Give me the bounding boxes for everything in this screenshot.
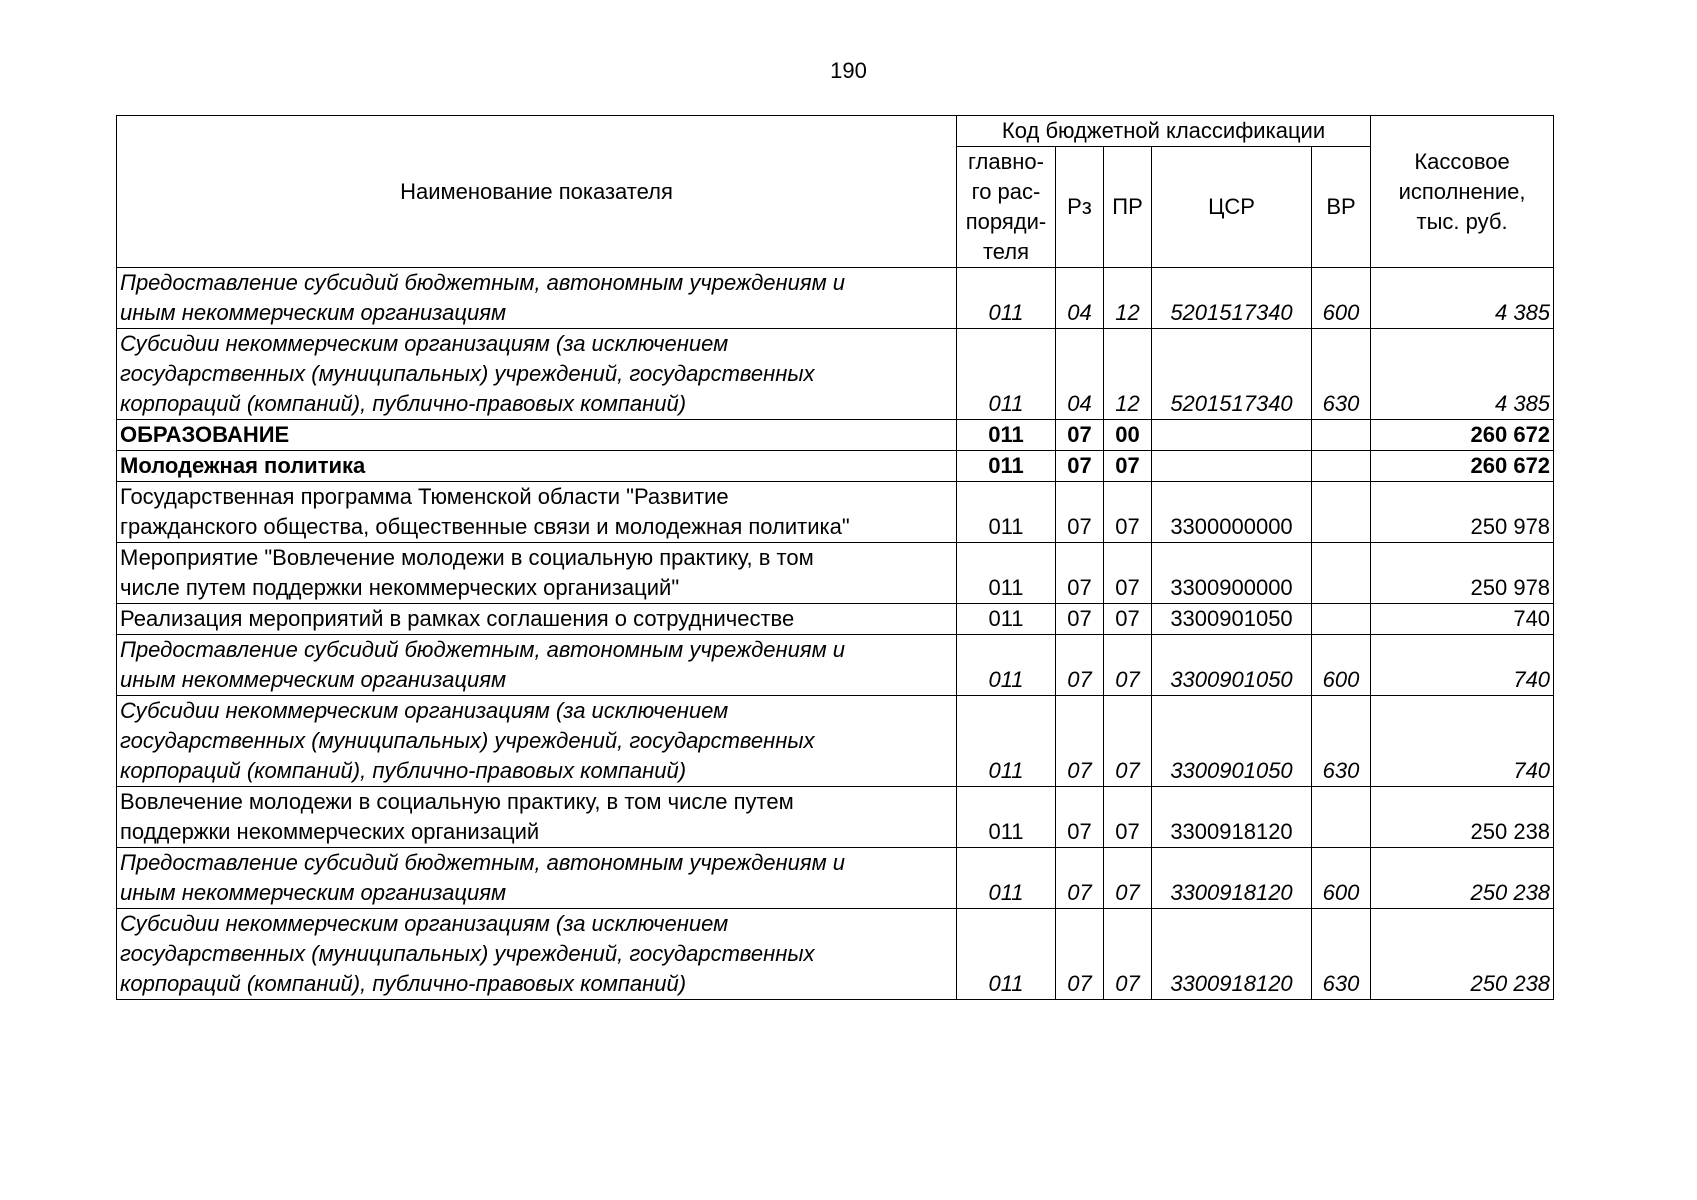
- row-vr: [1312, 543, 1371, 604]
- row-name: [117, 420, 957, 451]
- header-admin-line: поряди-: [965, 209, 1047, 234]
- row-name-line: Субсидии некоммерческим организациям (за исключением: [120, 911, 729, 936]
- row-name-line: корпораций (компаний), публично-правовых компаний): [120, 391, 687, 416]
- row-name-line: Субсидии некоммерческим организациям (за исключением: [120, 331, 729, 356]
- row-rz: 04: [1056, 268, 1104, 329]
- row-name: [117, 451, 957, 482]
- row-pr: 07: [1104, 909, 1152, 1000]
- row-name-line: Реализация мероприятий в рамках соглашения о сотрудничестве: [120, 606, 795, 631]
- budget-table: [116, 115, 1554, 1000]
- table-row: [117, 329, 1554, 420]
- row-csr: [1152, 451, 1312, 482]
- row-vr: 600: [1312, 268, 1371, 329]
- header-amount-line: тыс. руб.: [1416, 208, 1508, 234]
- table-row: [117, 482, 1554, 543]
- table-row: [117, 268, 1554, 329]
- row-csr: 3300918120: [1152, 848, 1312, 909]
- header-admin-line: го рас-: [971, 179, 1041, 204]
- row-admin: 011: [957, 329, 1056, 420]
- row-name-line: государственных (муниципальных) учреждений, государственных: [120, 728, 815, 753]
- row-name-line: корпораций (компаний), публично-правовых компаний): [120, 758, 687, 783]
- row-pr: 07: [1104, 482, 1152, 543]
- row-vr: 600: [1312, 635, 1371, 696]
- row-amount: 250 978: [1371, 543, 1554, 604]
- row-admin: 011: [957, 635, 1056, 696]
- row-name: [117, 268, 957, 329]
- row-vr: [1312, 420, 1371, 451]
- header-rz: Рз: [1056, 147, 1104, 268]
- row-name-line: иным некоммерческим организациям: [120, 667, 507, 692]
- row-name-line: иным некоммерческим организациям: [120, 880, 507, 905]
- row-admin: 011: [957, 604, 1056, 635]
- header-admin: [957, 147, 1056, 268]
- row-pr: 07: [1104, 848, 1152, 909]
- table-row: [117, 451, 1554, 482]
- table-row: [117, 787, 1554, 848]
- row-vr: [1312, 604, 1371, 635]
- table-row: [117, 909, 1554, 1000]
- row-rz: 07: [1056, 909, 1104, 1000]
- row-rz: 07: [1056, 451, 1104, 482]
- row-rz: 07: [1056, 848, 1104, 909]
- table-row: [117, 420, 1554, 451]
- row-admin: 011: [957, 451, 1056, 482]
- row-csr: 3300900000: [1152, 543, 1312, 604]
- row-rz: 07: [1056, 635, 1104, 696]
- row-pr: 07: [1104, 696, 1152, 787]
- row-vr: 630: [1312, 329, 1371, 420]
- row-name-line: Вовлечение молодежи в социальную практику, в том числе путем: [120, 789, 794, 814]
- row-name-line: государственных (муниципальных) учреждений, государственных: [120, 941, 815, 966]
- table-row: [117, 635, 1554, 696]
- row-name-line: Предоставление субсидий бюджетным, автономным учреждениям и: [120, 270, 846, 295]
- row-name: [117, 329, 957, 420]
- header-row-1: [117, 116, 1554, 147]
- row-amount: 250 238: [1371, 848, 1554, 909]
- row-pr: 07: [1104, 604, 1152, 635]
- header-csr: ЦСР: [1152, 147, 1312, 268]
- row-name-line: Субсидии некоммерческим организациям (за исключением: [120, 698, 729, 723]
- row-pr: 07: [1104, 451, 1152, 482]
- table-row: [117, 604, 1554, 635]
- row-amount: 250 978: [1371, 482, 1554, 543]
- header-pr: ПР: [1104, 147, 1152, 268]
- row-name: [117, 909, 957, 1000]
- row-vr: 630: [1312, 909, 1371, 1000]
- row-name-line: Предоставление субсидий бюджетным, автономным учреждениям и: [120, 850, 846, 875]
- row-name-line: Государственная программа Тюменской области "Развитие: [120, 484, 729, 509]
- row-admin: 011: [957, 787, 1056, 848]
- row-amount: 740: [1371, 604, 1554, 635]
- row-rz: 07: [1056, 604, 1104, 635]
- header-amount: [1371, 116, 1554, 268]
- header-name: Наименование показателя: [117, 116, 957, 268]
- row-csr: 3300918120: [1152, 909, 1312, 1000]
- row-admin: 011: [957, 848, 1056, 909]
- row-pr: 12: [1104, 329, 1152, 420]
- row-rz: 07: [1056, 482, 1104, 543]
- row-amount: 260 672: [1371, 420, 1554, 451]
- row-admin: 011: [957, 268, 1056, 329]
- row-pr: 07: [1104, 543, 1152, 604]
- row-rz: 07: [1056, 420, 1104, 451]
- row-csr: 3300000000: [1152, 482, 1312, 543]
- row-name: [117, 482, 957, 543]
- row-rz: 07: [1056, 787, 1104, 848]
- row-admin: 011: [957, 909, 1056, 1000]
- row-name-line: ОБРАЗОВАНИЕ: [120, 422, 290, 447]
- row-name-line: поддержки некоммерческих организаций: [120, 819, 540, 844]
- row-csr: 3300901050: [1152, 696, 1312, 787]
- row-amount: 250 238: [1371, 909, 1554, 1000]
- row-amount: 740: [1371, 696, 1554, 787]
- row-amount: 250 238: [1371, 787, 1554, 848]
- row-name-line: корпораций (компаний), публично-правовых компаний): [120, 971, 687, 996]
- row-amount: 740: [1371, 635, 1554, 696]
- header-amount-line: Кассовое: [1414, 148, 1510, 174]
- row-amount: 4 385: [1371, 329, 1554, 420]
- row-csr: 5201517340: [1152, 268, 1312, 329]
- row-vr: [1312, 787, 1371, 848]
- header-vr: ВР: [1312, 147, 1371, 268]
- row-pr: 07: [1104, 635, 1152, 696]
- header-admin-line: теля: [982, 239, 1030, 264]
- row-pr: 00: [1104, 420, 1152, 451]
- row-name-line: гражданского общества, общественные связи и молодежная политика": [120, 514, 850, 539]
- row-csr: 3300918120: [1152, 787, 1312, 848]
- row-csr: 3300901050: [1152, 635, 1312, 696]
- table-body: [117, 268, 1554, 1000]
- row-vr: [1312, 451, 1371, 482]
- row-name-line: Предоставление субсидий бюджетным, автономным учреждениям и: [120, 637, 846, 662]
- row-name-line: государственных (муниципальных) учреждений, государственных: [120, 361, 815, 386]
- table-row: [117, 848, 1554, 909]
- row-admin: 011: [957, 543, 1056, 604]
- row-vr: [1312, 482, 1371, 543]
- table-row: [117, 543, 1554, 604]
- row-csr: 5201517340: [1152, 329, 1312, 420]
- row-name: [117, 635, 957, 696]
- row-vr: 600: [1312, 848, 1371, 909]
- row-admin: 011: [957, 482, 1056, 543]
- row-rz: 07: [1056, 543, 1104, 604]
- row-name: [117, 604, 957, 635]
- row-csr: [1152, 420, 1312, 451]
- row-pr: 07: [1104, 787, 1152, 848]
- row-name-line: Молодежная политика: [120, 453, 366, 478]
- row-pr: 12: [1104, 268, 1152, 329]
- row-rz: 07: [1056, 696, 1104, 787]
- row-name: [117, 543, 957, 604]
- header-admin-line: главно-: [967, 149, 1044, 174]
- table-row: [117, 696, 1554, 787]
- header-code-group: Код бюджетной классификации: [957, 116, 1371, 147]
- row-name-line: иным некоммерческим организациям: [120, 300, 507, 325]
- row-admin: 011: [957, 696, 1056, 787]
- header-amount-line: исполнение,: [1398, 178, 1526, 204]
- page-number: 190: [830, 58, 867, 83]
- row-name: [117, 696, 957, 787]
- row-amount: 260 672: [1371, 451, 1554, 482]
- row-name-line: Мероприятие "Вовлечение молодежи в социальную практику, в том: [120, 545, 814, 570]
- row-name: [117, 848, 957, 909]
- row-admin: 011: [957, 420, 1056, 451]
- row-rz: 04: [1056, 329, 1104, 420]
- row-name-line: числе путем поддержки некоммерческих организаций": [120, 575, 680, 600]
- row-name: [117, 787, 957, 848]
- row-vr: 630: [1312, 696, 1371, 787]
- row-amount: 4 385: [1371, 268, 1554, 329]
- row-csr: 3300901050: [1152, 604, 1312, 635]
